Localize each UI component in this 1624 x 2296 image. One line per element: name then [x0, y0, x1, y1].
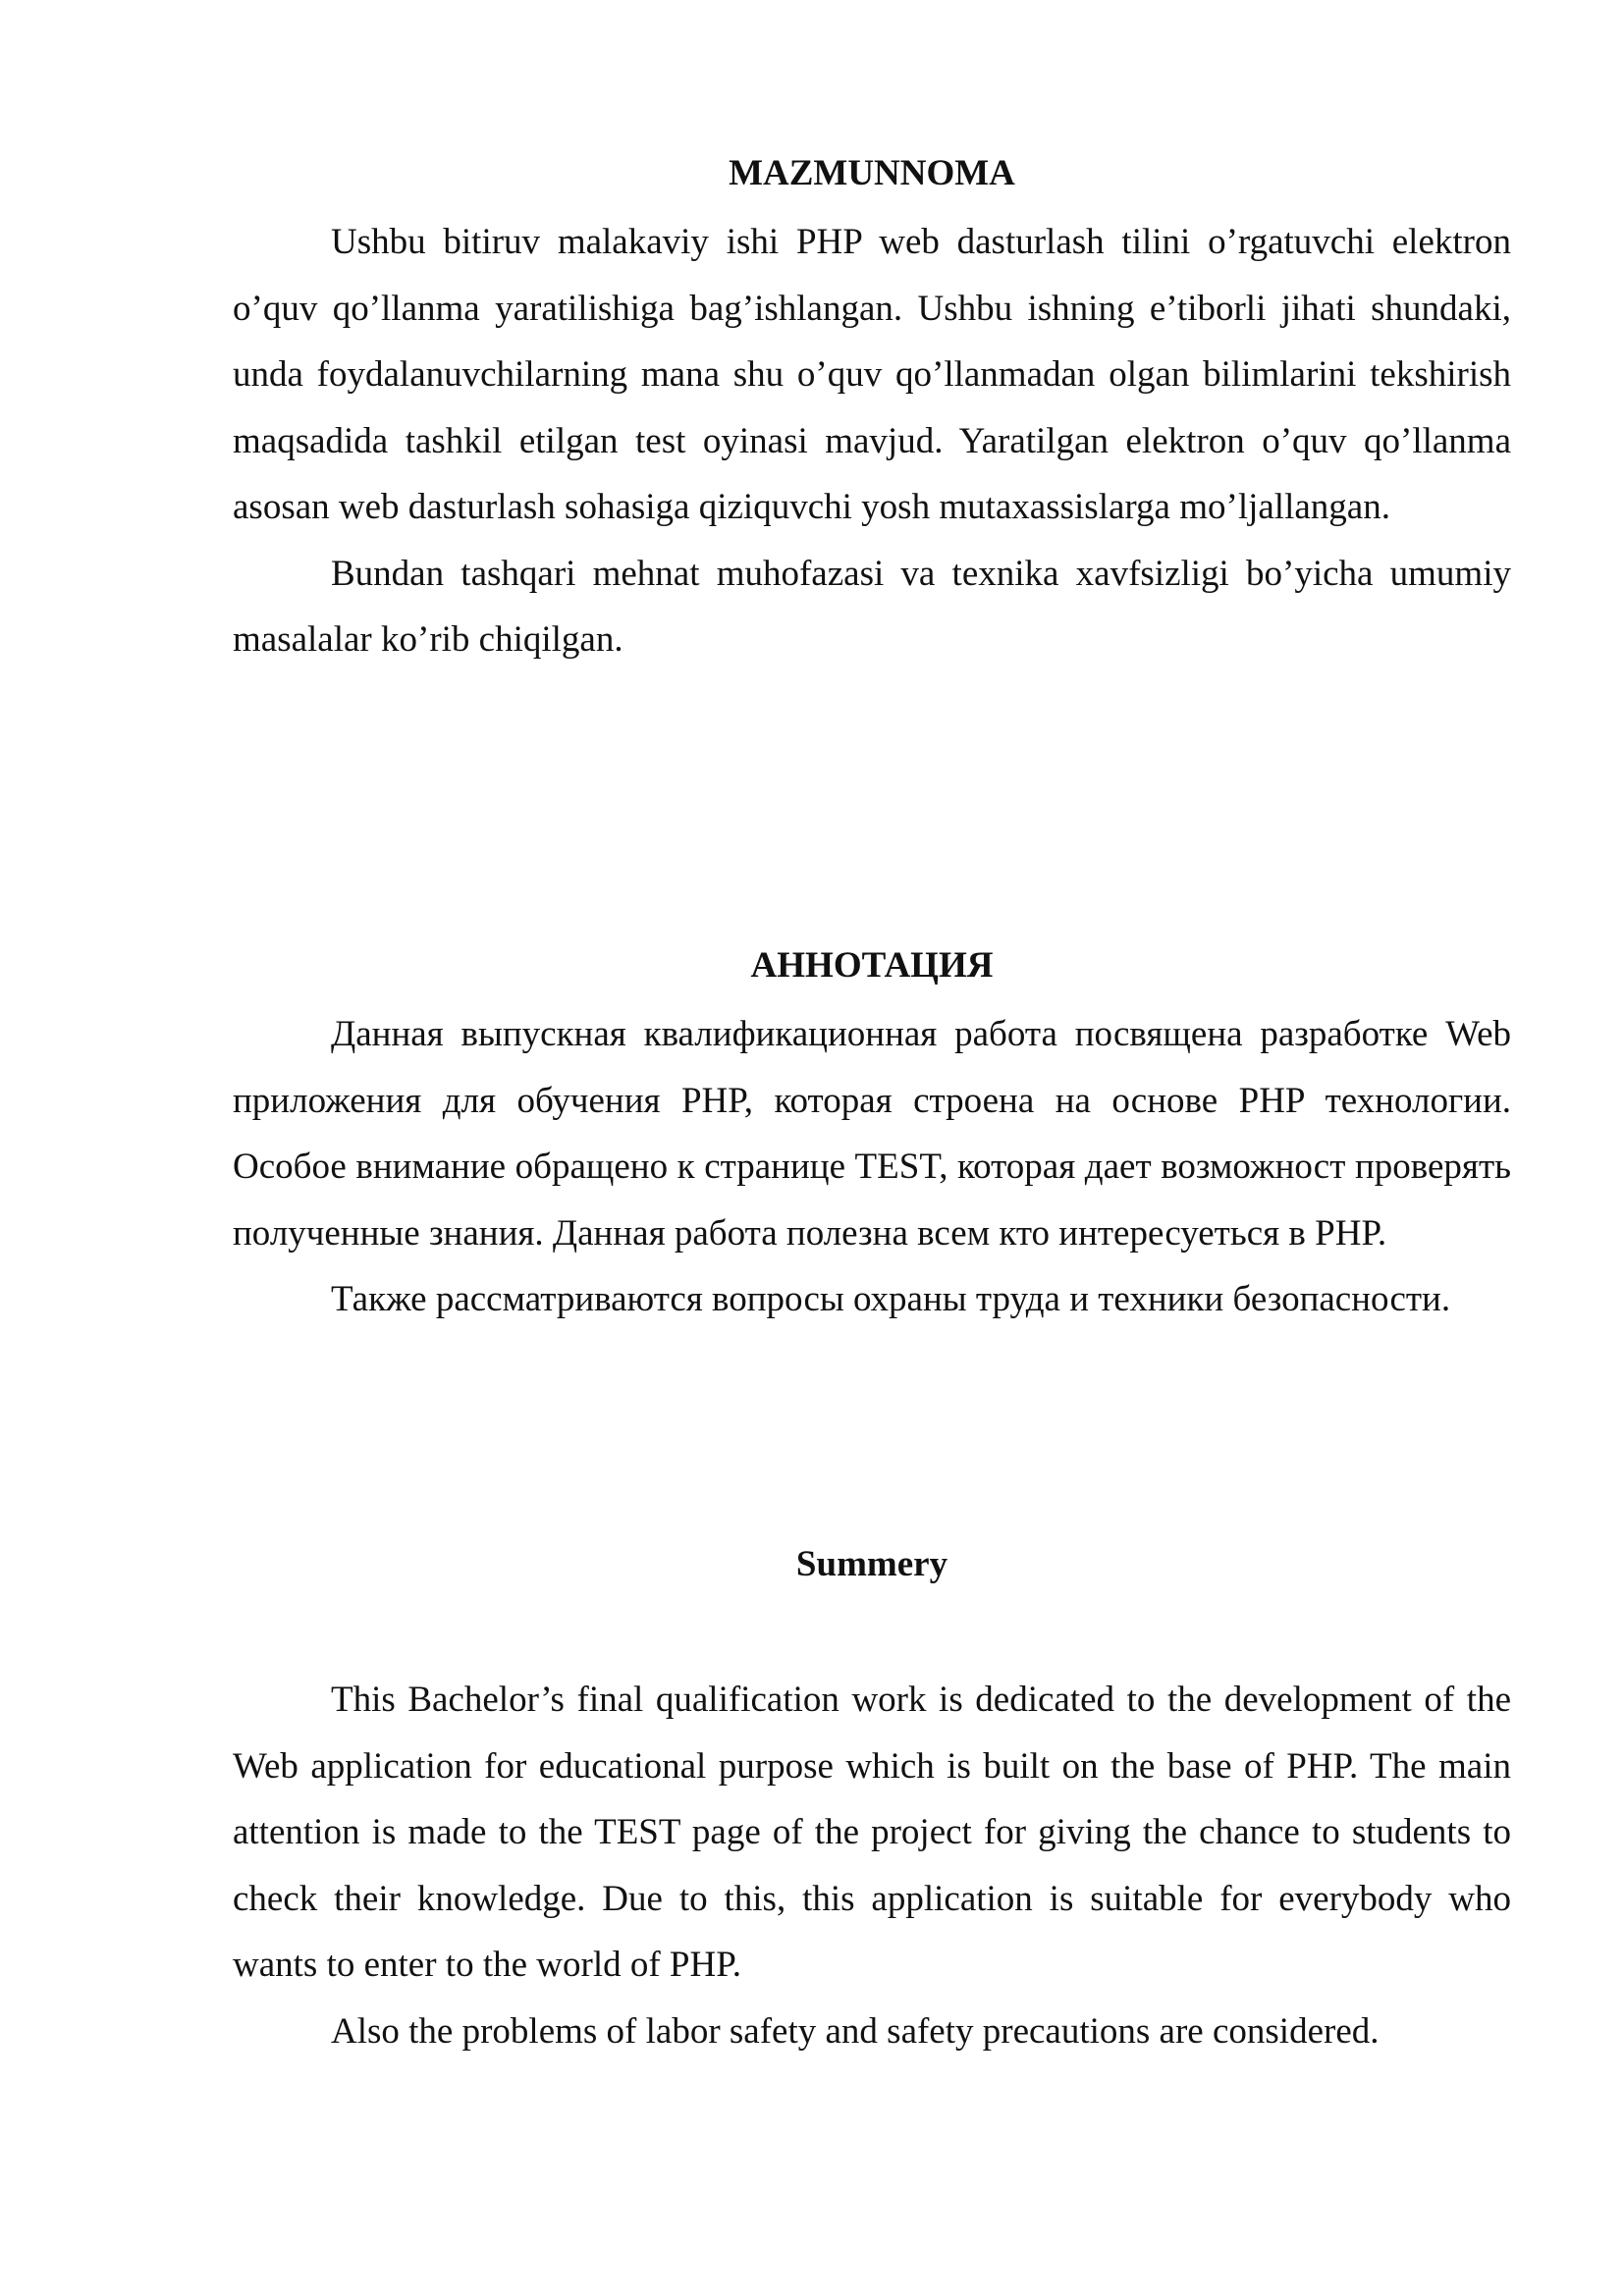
russian-abstract-paragraph-2: Также рассматриваются вопросы охраны труда и техники безопасности. — [331, 1279, 1451, 1319]
russian-abstract-section — [233, 944, 1511, 1333]
uzbek-abstract-paragraph-1: Ushbu bitiruv malakaviy ishi PHP web dasturlash tilini o’rgatuvchi elektron o’quv qo’llanma yaratilishiga bag’ishlangan. Ushbu ishning e’tiborli jihati shundaki, unda foydalanuvchilarning mana shu o’quv qo’llanmadan olgan bilimlarini tekshirish maqsadida tashkil etilgan test oyinasi mavjud. Yaratilgan elektron o’quv qo’llanma asosan web dasturlash sohasiga qiziquvchi yosh mutaxassislarga mo’ljallangan. — [233, 222, 1511, 527]
english-abstract-paragraph-1: This Bachelor’s final qualification work is dedicated to the development of the Web application for educational purpose which is built on the base of PHP. The main attention is made to the TEST page of the project for giving the chance to students to check their knowledge. Due to this, this application is suitable for everybody who wants to enter to the world of PHP. — [233, 1680, 1511, 1985]
russian-abstract-paragraph-1: Данная выпускная квалификационная работа посвящена разработке Web приложения для обучения PHP, которая строена на основе PHP технологии. Особое внимание обращено к странице TEST, которая дает возможност проверять полученные знания. Данная работа полезна всем кто интересуеться в PHP. — [233, 1014, 1511, 1254]
uzbek-abstract-heading: MAZMUNNOMA — [729, 153, 1015, 193]
uzbek-abstract-paragraph-2: Bundan tashqari mehnat muhofazasi va texnika xavfsizligi bo’yicha umumiy masalalar ko’rib chiqilgan. — [233, 553, 1511, 660]
english-abstract-section — [233, 1543, 1511, 2064]
uzbek-abstract-section — [233, 152, 1511, 673]
russian-abstract-heading: АННОТАЦИЯ — [750, 945, 994, 986]
english-abstract-heading: Summery — [795, 1544, 948, 1584]
english-abstract-paragraph-2: Also the problems of labor safety and safety precautions are considered. — [331, 2010, 1380, 2052]
